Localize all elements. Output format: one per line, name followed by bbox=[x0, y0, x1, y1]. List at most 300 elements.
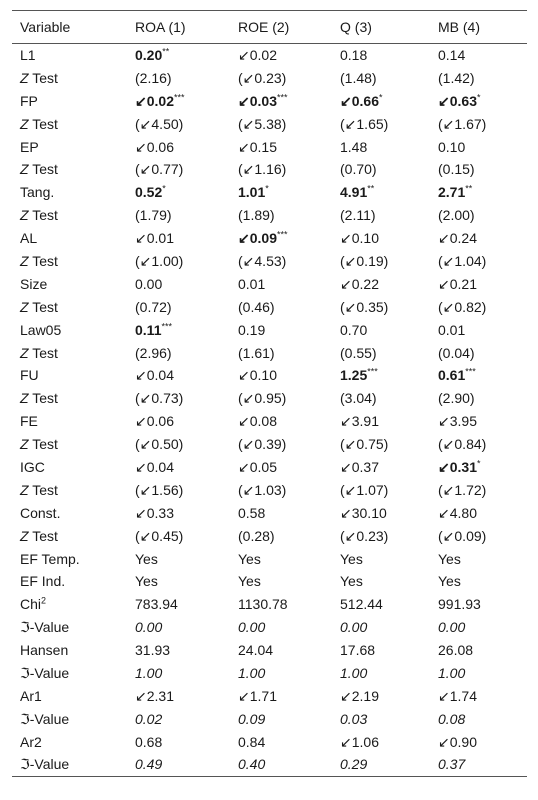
regression-table-container bbox=[12, 10, 527, 777]
table-row bbox=[12, 570, 527, 593]
table-row bbox=[12, 524, 527, 547]
cell-value: 4.91 bbox=[340, 184, 368, 201]
cell-value: ↙3.91 bbox=[340, 413, 379, 430]
table-cell bbox=[430, 501, 527, 524]
table-cell bbox=[127, 410, 230, 433]
cell-value: 26.08 bbox=[438, 642, 474, 659]
table-cell bbox=[332, 753, 430, 776]
cell-value: 0.70 bbox=[340, 321, 368, 338]
table-cell bbox=[127, 639, 230, 662]
row-label bbox=[12, 364, 127, 387]
row-label-text: Ar1 bbox=[20, 687, 42, 704]
row-label-text: AL bbox=[20, 230, 38, 247]
significance-stars: ** bbox=[465, 183, 473, 194]
table-cell bbox=[430, 730, 527, 753]
table-cell bbox=[430, 44, 527, 67]
cell-value: 1.01 bbox=[238, 184, 266, 201]
table-row bbox=[12, 272, 527, 295]
table-cell bbox=[127, 341, 230, 364]
cell-value: (↙1.03) bbox=[238, 481, 287, 498]
table-row bbox=[12, 684, 527, 707]
table-cell bbox=[332, 364, 430, 387]
table-cell bbox=[332, 524, 430, 547]
table-row bbox=[12, 250, 527, 273]
significance-stars: *** bbox=[276, 229, 288, 240]
table-cell bbox=[230, 112, 332, 135]
table-cell bbox=[332, 89, 430, 112]
cell-value: 512.44 bbox=[340, 596, 383, 613]
row-label bbox=[12, 547, 127, 570]
header-roe: ROE (2) bbox=[230, 11, 332, 44]
significance-stars: * bbox=[162, 183, 166, 194]
table-row bbox=[12, 295, 527, 318]
table-cell bbox=[332, 707, 430, 730]
cell-value: 0.00 bbox=[340, 619, 368, 636]
table-row bbox=[12, 616, 527, 639]
cell-value: (↙5.38) bbox=[238, 115, 287, 132]
cell-value: ↙0.02 bbox=[238, 47, 277, 64]
table-cell bbox=[127, 707, 230, 730]
cell-value: (1.79) bbox=[135, 207, 172, 224]
table-cell bbox=[127, 662, 230, 685]
significance-stars: * bbox=[265, 183, 269, 194]
cell-value: 0.01 bbox=[438, 321, 466, 338]
cell-value: (2.11) bbox=[340, 207, 376, 224]
table-cell bbox=[430, 456, 527, 479]
cell-value: (↙1.56) bbox=[135, 481, 184, 498]
cell-value: 0.58 bbox=[238, 504, 266, 521]
cell-value: ↙0.05 bbox=[238, 458, 277, 475]
cell-value: (0.28) bbox=[238, 527, 275, 544]
cell-value: ↙0.63 bbox=[438, 92, 477, 109]
table-cell bbox=[230, 753, 332, 776]
table-row bbox=[12, 89, 527, 112]
cell-value: (↙4.50) bbox=[135, 115, 184, 132]
cell-value: 1.00 bbox=[135, 664, 163, 681]
cell-value: 0.18 bbox=[340, 47, 368, 64]
row-label-text: Size bbox=[20, 275, 48, 292]
cell-value: (↙0.77) bbox=[135, 161, 184, 178]
table-cell bbox=[127, 44, 230, 67]
row-label-text: Z Test bbox=[20, 252, 58, 269]
cell-value: 0.11 bbox=[135, 321, 162, 338]
header-roa: ROA (1) bbox=[127, 11, 230, 44]
table-cell bbox=[430, 524, 527, 547]
cell-value: (2.00) bbox=[438, 207, 475, 224]
cell-value: ↙1.71 bbox=[238, 687, 277, 704]
cell-value: 0.08 bbox=[438, 710, 466, 727]
table-cell bbox=[430, 66, 527, 89]
table-cell bbox=[430, 616, 527, 639]
cell-value: (0.70) bbox=[340, 161, 377, 178]
cell-value: (↙0.75) bbox=[340, 436, 389, 453]
significance-stars: * bbox=[476, 92, 481, 103]
cell-value: ↙30.10 bbox=[340, 504, 387, 521]
table-cell bbox=[127, 89, 230, 112]
table-cell bbox=[127, 387, 230, 410]
row-label bbox=[12, 295, 127, 318]
row-label-text: EP bbox=[20, 138, 39, 155]
table-row bbox=[12, 66, 527, 89]
cell-value: (↙1.67) bbox=[438, 115, 487, 132]
table-cell bbox=[127, 318, 230, 341]
cell-value: 31.93 bbox=[135, 642, 171, 659]
table-cell bbox=[430, 478, 527, 501]
table-cell bbox=[430, 204, 527, 227]
table-cell bbox=[127, 112, 230, 135]
cell-value: 0.20 bbox=[135, 47, 163, 64]
row-label-text: Z Test bbox=[20, 390, 58, 407]
table-cell bbox=[127, 295, 230, 318]
cell-value: 0.00 bbox=[438, 619, 466, 636]
row-label bbox=[12, 730, 127, 753]
table-cell bbox=[430, 410, 527, 433]
table-cell bbox=[430, 684, 527, 707]
cell-value: 0.09 bbox=[238, 710, 266, 727]
row-label bbox=[12, 753, 127, 776]
cell-value: 1.00 bbox=[238, 664, 266, 681]
row-label bbox=[12, 272, 127, 295]
cell-value: (1.42) bbox=[438, 69, 475, 86]
cell-value: ↙0.66 bbox=[340, 92, 379, 109]
cell-value: 991.93 bbox=[438, 596, 481, 613]
cell-value: (0.04) bbox=[438, 344, 475, 361]
cell-value: Yes bbox=[135, 550, 158, 567]
table-cell bbox=[332, 570, 430, 593]
table-cell bbox=[332, 478, 430, 501]
cell-value: 17.68 bbox=[340, 642, 376, 659]
table-cell bbox=[230, 639, 332, 662]
table-cell bbox=[430, 341, 527, 364]
cell-value: ↙3.95 bbox=[438, 413, 477, 430]
table-row bbox=[12, 478, 527, 501]
row-label-text: Tang. bbox=[20, 184, 55, 201]
table-cell bbox=[332, 250, 430, 273]
table-cell bbox=[430, 433, 527, 456]
table-body bbox=[12, 44, 527, 777]
cell-value: 0.37 bbox=[438, 756, 466, 773]
table-cell bbox=[127, 456, 230, 479]
table-cell bbox=[430, 753, 527, 776]
row-label bbox=[12, 616, 127, 639]
cell-value: Yes bbox=[340, 573, 363, 590]
table-cell bbox=[332, 547, 430, 570]
table-cell bbox=[230, 135, 332, 158]
table-cell bbox=[332, 158, 430, 181]
row-label-text: Z Test bbox=[20, 481, 58, 498]
row-label bbox=[12, 158, 127, 181]
table-row bbox=[12, 433, 527, 456]
table-cell bbox=[127, 524, 230, 547]
table-cell bbox=[430, 387, 527, 410]
table-cell bbox=[430, 135, 527, 158]
table-cell bbox=[230, 387, 332, 410]
row-label bbox=[12, 89, 127, 112]
table-cell bbox=[332, 272, 430, 295]
table-cell bbox=[430, 364, 527, 387]
table-cell bbox=[127, 753, 230, 776]
row-label-text: Z Test bbox=[20, 344, 58, 361]
cell-value: Yes bbox=[238, 550, 261, 567]
cell-value: (↙4.53) bbox=[238, 252, 287, 269]
table-cell bbox=[230, 593, 332, 616]
row-label bbox=[12, 410, 127, 433]
cell-value: 1.48 bbox=[340, 138, 368, 155]
row-label-text: FU bbox=[20, 367, 39, 384]
row-label-text: Z Test bbox=[20, 115, 58, 132]
cell-value: (2.90) bbox=[438, 390, 475, 407]
table-row bbox=[12, 364, 527, 387]
table-cell bbox=[230, 181, 332, 204]
table-cell bbox=[127, 547, 230, 570]
cell-value: ↙0.03 bbox=[238, 92, 277, 109]
cell-value: Yes bbox=[438, 550, 461, 567]
table-cell bbox=[230, 547, 332, 570]
cell-value: 0.14 bbox=[438, 47, 466, 64]
table-row bbox=[12, 456, 527, 479]
row-label bbox=[12, 524, 127, 547]
table-cell bbox=[230, 616, 332, 639]
row-label bbox=[12, 707, 127, 730]
cell-value: (2.16) bbox=[135, 69, 172, 86]
table-cell bbox=[332, 204, 430, 227]
row-label bbox=[12, 112, 127, 135]
cell-value: Yes bbox=[438, 573, 461, 590]
cell-value: 0.19 bbox=[238, 321, 266, 338]
row-label-text: Z Test bbox=[20, 527, 58, 544]
table-row bbox=[12, 639, 527, 662]
cell-value: (↙0.35) bbox=[340, 298, 389, 315]
row-label-text: Z Test bbox=[20, 436, 58, 453]
cell-value: 0.00 bbox=[135, 275, 163, 292]
cell-value: (↙1.07) bbox=[340, 481, 389, 498]
cell-value: (↙1.00) bbox=[135, 252, 184, 269]
cell-value: (↙0.23) bbox=[238, 69, 287, 86]
table-cell bbox=[230, 501, 332, 524]
table-cell bbox=[230, 478, 332, 501]
row-label-text: FP bbox=[20, 92, 38, 109]
row-label-text: L1 bbox=[20, 47, 36, 64]
row-label-text: Chi bbox=[20, 596, 42, 613]
table-cell bbox=[332, 410, 430, 433]
cell-value: ↙0.90 bbox=[438, 733, 477, 750]
cell-value: (↙1.16) bbox=[238, 161, 287, 178]
row-label bbox=[12, 204, 127, 227]
cell-value: ↙4.80 bbox=[438, 504, 477, 521]
table-cell bbox=[332, 227, 430, 250]
significance-stars: *** bbox=[276, 92, 288, 103]
cell-value: 24.04 bbox=[238, 642, 274, 659]
table-cell bbox=[127, 66, 230, 89]
table-row bbox=[12, 135, 527, 158]
row-label bbox=[12, 44, 127, 67]
cell-value: (↙0.39) bbox=[238, 436, 287, 453]
table-cell bbox=[230, 295, 332, 318]
cell-value: ↙0.10 bbox=[238, 367, 277, 384]
row-label-text: Z Test bbox=[20, 298, 58, 315]
row-label-text: Hansen bbox=[20, 642, 69, 659]
cell-value: Yes bbox=[340, 550, 363, 567]
table-cell bbox=[230, 410, 332, 433]
cell-value: (↙0.95) bbox=[238, 390, 287, 407]
table-cell bbox=[127, 684, 230, 707]
cell-value: ↙0.02 bbox=[135, 92, 174, 109]
table-cell bbox=[430, 570, 527, 593]
table-cell bbox=[230, 707, 332, 730]
significance-stars: ** bbox=[367, 183, 375, 194]
cell-value: 0.52 bbox=[135, 184, 163, 201]
table-cell bbox=[230, 158, 332, 181]
table-cell bbox=[127, 730, 230, 753]
table-cell bbox=[430, 227, 527, 250]
cell-value: (↙0.82) bbox=[438, 298, 487, 315]
cell-value: (1.61) bbox=[238, 344, 275, 361]
header-row bbox=[12, 11, 527, 44]
table-cell bbox=[230, 364, 332, 387]
table-row bbox=[12, 227, 527, 250]
table-cell bbox=[430, 639, 527, 662]
table-cell bbox=[127, 570, 230, 593]
table-row bbox=[12, 753, 527, 776]
cell-value: (2.96) bbox=[135, 344, 172, 361]
table-cell bbox=[430, 158, 527, 181]
cell-value: 0.03 bbox=[340, 710, 368, 727]
row-label bbox=[12, 135, 127, 158]
table-row bbox=[12, 707, 527, 730]
row-label bbox=[12, 662, 127, 685]
cell-value: 0.61 bbox=[438, 367, 466, 384]
table-cell bbox=[230, 570, 332, 593]
cell-value: (0.72) bbox=[135, 298, 172, 315]
table-cell bbox=[230, 89, 332, 112]
header-mb: MB (4) bbox=[430, 11, 527, 44]
row-label-text: ℑ-Value bbox=[20, 756, 70, 773]
table-cell bbox=[430, 250, 527, 273]
table-cell bbox=[127, 227, 230, 250]
table-cell bbox=[127, 135, 230, 158]
cell-value: 0.02 bbox=[135, 710, 163, 727]
significance-stars: ** bbox=[162, 46, 170, 57]
table-cell bbox=[230, 684, 332, 707]
significance-stars: * bbox=[378, 92, 383, 103]
row-label-text: FE bbox=[20, 413, 38, 430]
table-cell bbox=[332, 730, 430, 753]
cell-value: 0.40 bbox=[238, 756, 266, 773]
cell-value: (1.89) bbox=[238, 207, 275, 224]
table-cell bbox=[430, 181, 527, 204]
row-label-text: Z Test bbox=[20, 161, 58, 178]
table-cell bbox=[127, 272, 230, 295]
table-row bbox=[12, 501, 527, 524]
table-row bbox=[12, 410, 527, 433]
cell-value: 1.00 bbox=[340, 664, 368, 681]
cell-value: ↙0.10 bbox=[340, 230, 379, 247]
table-cell bbox=[127, 593, 230, 616]
table-cell bbox=[332, 135, 430, 158]
table-cell bbox=[332, 341, 430, 364]
table-cell bbox=[127, 204, 230, 227]
significance-stars: * bbox=[476, 458, 481, 469]
table-cell bbox=[430, 547, 527, 570]
row-label-text: ℑ-Value bbox=[20, 664, 70, 681]
row-label bbox=[12, 66, 127, 89]
table-cell bbox=[332, 66, 430, 89]
cell-value: (↙0.19) bbox=[340, 252, 389, 269]
row-label bbox=[12, 433, 127, 456]
table-cell bbox=[332, 112, 430, 135]
table-row bbox=[12, 158, 527, 181]
table-cell bbox=[332, 387, 430, 410]
cell-value: 0.49 bbox=[135, 756, 163, 773]
table-row bbox=[12, 662, 527, 685]
table-cell bbox=[332, 456, 430, 479]
cell-value: (0.15) bbox=[438, 161, 475, 178]
table-cell bbox=[332, 295, 430, 318]
table-cell bbox=[332, 639, 430, 662]
table-cell bbox=[430, 112, 527, 135]
row-label bbox=[12, 639, 127, 662]
cell-value: (↙1.04) bbox=[438, 252, 487, 269]
cell-value: (↙1.72) bbox=[438, 481, 487, 498]
cell-value: ↙0.04 bbox=[135, 367, 174, 384]
row-label bbox=[12, 181, 127, 204]
row-label bbox=[12, 478, 127, 501]
table-cell bbox=[332, 318, 430, 341]
cell-value: ↙0.06 bbox=[135, 138, 174, 155]
table-cell bbox=[332, 433, 430, 456]
cell-value: 2.71 bbox=[438, 184, 466, 201]
cell-value: 1.25 bbox=[340, 367, 368, 384]
cell-value: 0.29 bbox=[340, 756, 368, 773]
row-label bbox=[12, 593, 127, 616]
row-label bbox=[12, 501, 127, 524]
row-label-text: EF Ind. bbox=[20, 573, 66, 590]
row-label-text: Law05 bbox=[20, 321, 62, 338]
cell-value: Yes bbox=[135, 573, 158, 590]
cell-value: ↙0.24 bbox=[438, 230, 477, 247]
table-header bbox=[12, 11, 527, 44]
table-cell bbox=[332, 684, 430, 707]
table-cell bbox=[430, 593, 527, 616]
cell-value: (0.55) bbox=[340, 344, 377, 361]
table-cell bbox=[230, 66, 332, 89]
row-label-text: IGC bbox=[20, 458, 45, 475]
table-cell bbox=[430, 318, 527, 341]
table-row bbox=[12, 387, 527, 410]
cell-value: 1130.78 bbox=[238, 596, 288, 613]
table-cell bbox=[230, 227, 332, 250]
table-row bbox=[12, 112, 527, 135]
cell-value: (↙0.23) bbox=[340, 527, 389, 544]
cell-value: ↙1.74 bbox=[438, 687, 477, 704]
table-cell bbox=[127, 478, 230, 501]
cell-value: (↙0.73) bbox=[135, 390, 184, 407]
table-cell bbox=[230, 44, 332, 67]
table-cell bbox=[430, 89, 527, 112]
row-label bbox=[12, 341, 127, 364]
cell-value: (↙0.84) bbox=[438, 436, 487, 453]
row-label bbox=[12, 456, 127, 479]
row-label-text: Const. bbox=[20, 504, 61, 521]
row-label bbox=[12, 570, 127, 593]
table-row bbox=[12, 204, 527, 227]
cell-value: 0.01 bbox=[238, 275, 266, 292]
cell-value: ↙0.04 bbox=[135, 458, 174, 475]
cell-value: (↙1.65) bbox=[340, 115, 389, 132]
cell-value: (1.48) bbox=[340, 69, 377, 86]
table-cell bbox=[332, 44, 430, 67]
cell-value: 0.68 bbox=[135, 733, 163, 750]
